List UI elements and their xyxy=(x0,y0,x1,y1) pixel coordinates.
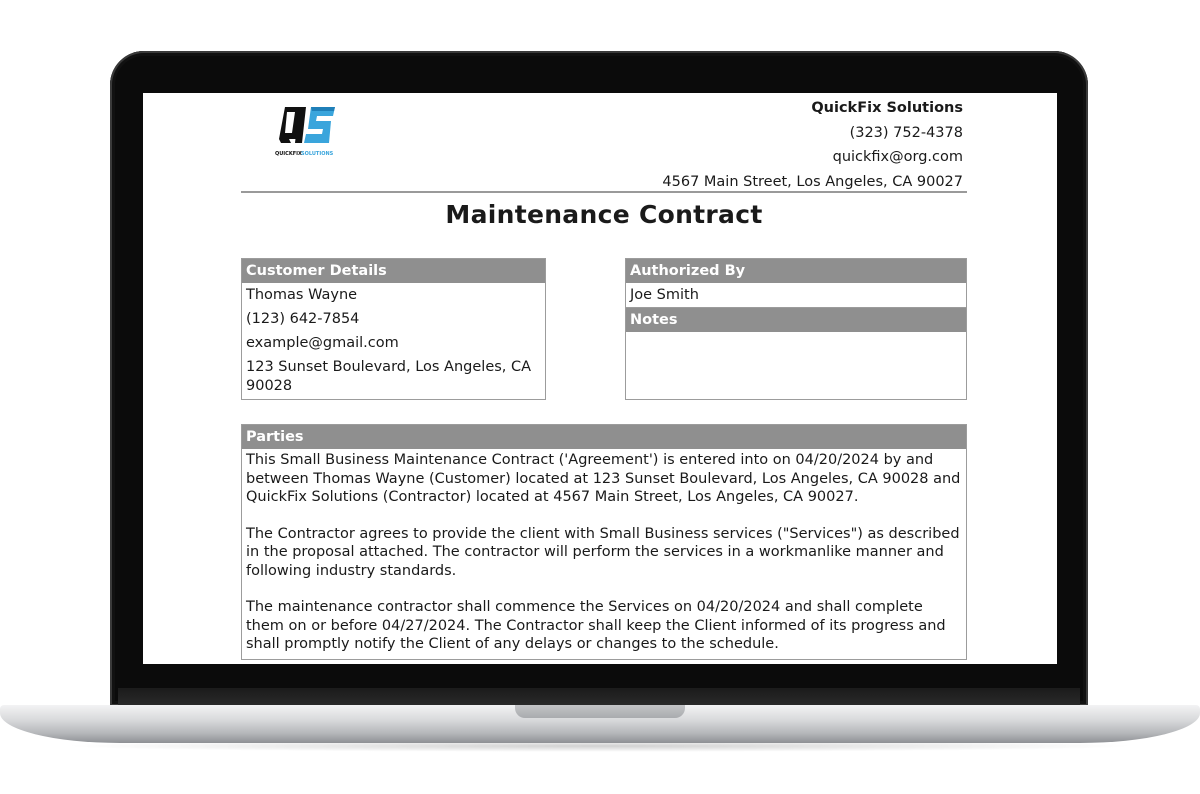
authorized-by-box xyxy=(625,258,967,400)
contract-document xyxy=(241,93,967,652)
svg-text:QUICKFIX: QUICKFIX xyxy=(275,151,302,157)
parties-box xyxy=(241,424,967,660)
authorized-by-heading: Authorized By xyxy=(626,259,966,283)
company-info xyxy=(662,96,963,194)
svg-text:SOLUTIONS: SOLUTIONS xyxy=(301,151,334,157)
laptop-screen[interactable] xyxy=(143,93,1057,664)
authorized-by-name: Joe Smith xyxy=(626,283,966,308)
company-email: quickfix@org.com xyxy=(832,149,963,165)
company-address: 4567 Main Street, Los Angeles, CA 90027 xyxy=(662,173,963,190)
services-paragraph: The Contractor agrees to provide the client with Small Business services ("Services") as described in the proposal attached. The contractor will perform the services in a workmanlike manner and following industry standards. xyxy=(246,525,960,579)
customer-details-heading: Customer Details xyxy=(242,259,545,283)
customer-address: 123 Sunset Boulevard, Los Angeles, CA 90028 xyxy=(246,358,532,394)
customer-name: Thomas Wayne xyxy=(246,286,358,303)
customer-phone: (123) 642-7854 xyxy=(246,310,360,327)
customer-email: example@gmail.com xyxy=(246,334,399,351)
document-title: Maintenance Contract xyxy=(445,200,763,229)
notes-content xyxy=(626,332,966,337)
company-phone: (323) 752-4378 xyxy=(849,124,963,141)
parties-paragraph: This Small Business Maintenance Contract ('Agreement') is entered into on 04/20/2024 by and between Thomas Wayne (Customer) located at 123 Sunset Boulevard, Los Angeles, CA 90028 and QuickFix Solutions (Contractor) located at 4567 Main Street, Los Angeles, CA 90027. xyxy=(246,452,961,505)
notes-heading: Notes xyxy=(626,308,966,332)
laptop-notch xyxy=(515,705,685,718)
schedule-paragraph: The maintenance contractor shall commence the Services on 04/20/2024 and shall complete them on or before 04/27/2024. The Contractor shall keep the Client informed of its progress and shall promptly notify the Client of any delays or changes to the schedule. xyxy=(246,599,946,652)
laptop-hinge xyxy=(118,688,1080,706)
parties-heading: Parties xyxy=(242,425,966,449)
customer-details-box xyxy=(241,258,546,400)
company-name: QuickFix Solutions xyxy=(811,100,963,116)
company-logo xyxy=(275,103,345,161)
document-header xyxy=(241,93,967,193)
